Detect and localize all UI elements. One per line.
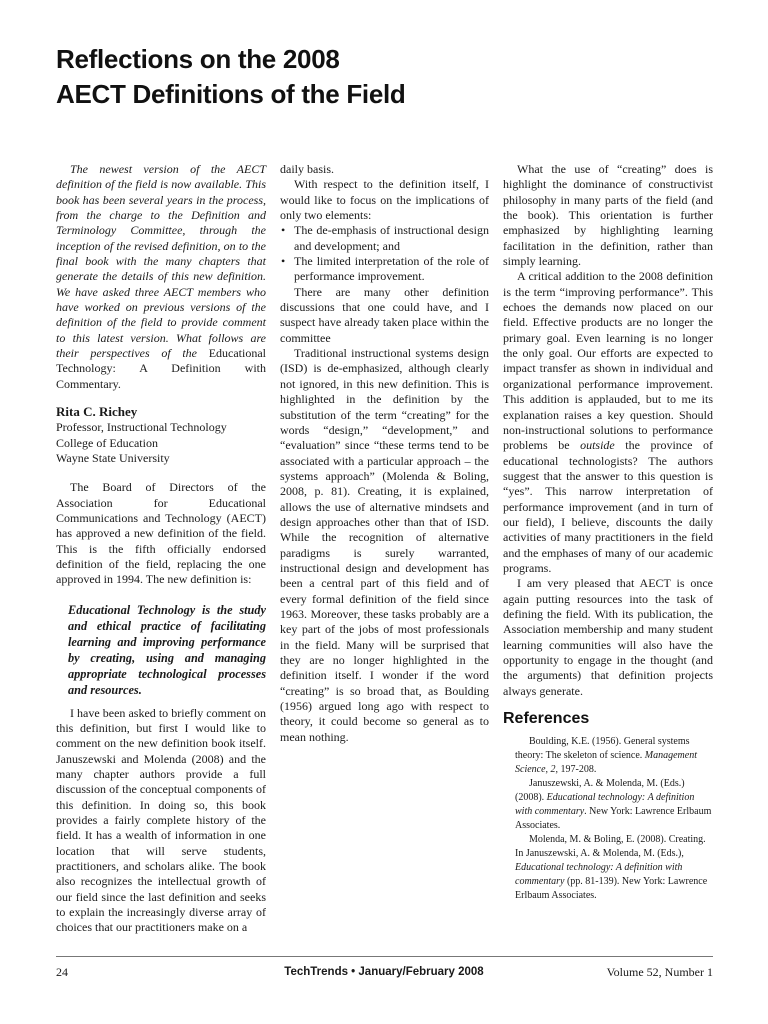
reference-1-source: Management Science, 2, [515,750,697,776]
column-2 [280,162,489,745]
body-paragraph-8: I am very pleased that AECT is once again putting resources into the task of defining the field. With its publication, the Association membership and many student learning communities will also have the opportunity to engage in the thought (and the arguments) that definition projects always generate. [503,576,713,698]
reference-2-text: Januszewski, A. & Molenda, M. (Eds.) (2008). [515,778,685,804]
reference-item-2 [503,777,713,833]
bullet-item-2: • The limited interpretation of the role of performance improvement. [280,254,489,285]
column-3 [503,162,713,903]
body-paragraph-7-start: A critical addition to the 2008 definition is the term “improving performance”. This echoes the demands now placed on our field. Effective products are no longer the primary goal. Even learning is no longer the only goal. Our efforts are expected to impact transfer as shown in individual and organizational performance improvement. This addition is applauded, but to me its explanation raises a key question. Should non-instructional solutions to performance problems be [503,269,713,453]
author-title: Professor, Instructional Technology [56,420,227,435]
body-paragraph-7 [503,269,713,576]
reference-3-source: Educational technology: A definition with commentary [515,862,683,888]
editor-intro-tail: Educational Technology: A Definition with Commentary. [56,346,267,391]
author-block [56,403,266,466]
reference-2-tail: . New York: Lawrence Erlbaum Associates. [515,806,712,832]
reference-3-text: Molenda, M. & Boling, E. (2008). Creating. In Januszewski, A. & Molenda, M. (Eds.), [515,834,706,860]
author-college: College of Education [56,435,158,450]
reference-1-text: Boulding, K.E. (1956). General systems theory: The skeleton of science. [515,736,690,762]
editor-intro [56,162,266,392]
definition-quote: Educational Technology is the study and ethical practice of facilitating learning and improving performance by creating, using and managing appropriate technological processes and resources. [68,602,266,697]
body-paragraph-6: What the use of “creating” does is highlight the dominance of constructivist philosophy in many parts of the field (and the book). This orientation is further emphasized by highlighting learning facilitation in the definition, rather than simply learning. [503,162,713,269]
journal-issue: TechTrends • January/February 2008 [284,966,484,978]
body-paragraph-3: With respect to the definition itself, I would like to focus on the implications of only two elements: [280,177,489,223]
body-paragraph-4: There are many other definition discussions that one could have, and I suspect have already taken place within the committee [280,284,489,345]
article-title [56,42,716,112]
reference-1-tail: 197-208. [558,764,597,776]
page-number: 24 [56,965,68,979]
reference-item-3 [503,833,713,903]
editor-intro-text: The newest version of the AECT definition of the field is now available. This book has been several years in the process, from the charge to the Definition and Terminology Committee, through the inception of the revised definition, on to the final book with the many chapters that generate the details of this new definition. We have asked three AECT members who have worked on previous versions of the definition of the field to provide comment to this latest version. What follows are their perspectives of the [56,162,266,361]
bullet-list [280,223,489,284]
volume-number: Volume 52, Number 1 [606,965,713,979]
body-paragraph-2-continued: daily basis. [280,162,334,176]
column-1 [56,162,266,936]
body-paragraph-5: Traditional instructional systems design (ISD) is de-emphasized, although clearly not ignored, in this new definition. This is highlighted in the definition by the substitution of the term “creating” for the words “design,” “development,” and “evaluation” since “these terms tend to be associated with a particular approach – the systems approach” (Molenda & Boling, 2008, p. 81). Creating, it is explained, allows the use of alternative mindsets and design approaches other than that of ISD. While the recognition of alternative paradigms is surely warranted, instructional design and development has been a central part of this field and of every formal definition of the field since 1963. Moreover, these tasks probably are a key part of the jobs of most professionals in the field. Many will be surprised that they are no longer highlighted in the definition itself. I wonder if the word “creating” is so broad that, as Boulding (1956) argued long ago with respect to theory, it could become so general as to mean nothing. [280,346,489,744]
reference-item-1 [503,735,713,777]
body-paragraph-2: I have been asked to briefly comment on this definition, but first I would like to comment on the new definition book itself. Januszewski and Molenda (2008) and the many chapter authors provide a full discussion of the conceptual components of this definition. In doing so, this book provides a fairly complete history of the field. It has a wealth of information in one location that will serve students, practitioners, and scholars alike. The book also recognizes the intellectual growth of our field since the last definition and seeks to explain the increasingly diverse array of choices that our practitioners make on a [56,705,266,935]
author-university: Wayne State University [56,450,170,465]
footer-divider [56,956,713,957]
references-heading: References [503,710,590,728]
reference-3-tail: (pp. 81-139). New York: Lawrence Erlbaum Associates. [515,876,708,902]
article-title-line-2: AECT Definitions of the Field [56,79,406,109]
article-title-line-1: Reflections on the 2008 [56,44,340,74]
reference-2-source: Educational technology: A definition with commentary [515,792,695,818]
bullet-item-1: • The de-emphasis of instructional design and development; and [280,223,489,254]
author-name: Rita C. Richey [56,404,138,420]
body-paragraph-7-emphasis: outside [580,438,615,453]
body-paragraph-7-end: the province of educational technologists? The authors suggest that the answer to this question is “yes”. This narrow interpretation of performance improvement (and in turn of our field), I believe, discounts the daily activities of many practitioners in the field and the emphases of many of our academic programs. [503,438,713,575]
body-paragraph-1: The Board of Directors of the Association for Educational Communications and Technology (AECT) has approved a new definition of the field. This is the fifth officially endorsed definition of the field, replacing the one approved in 1994. The new definition is: [56,480,266,587]
